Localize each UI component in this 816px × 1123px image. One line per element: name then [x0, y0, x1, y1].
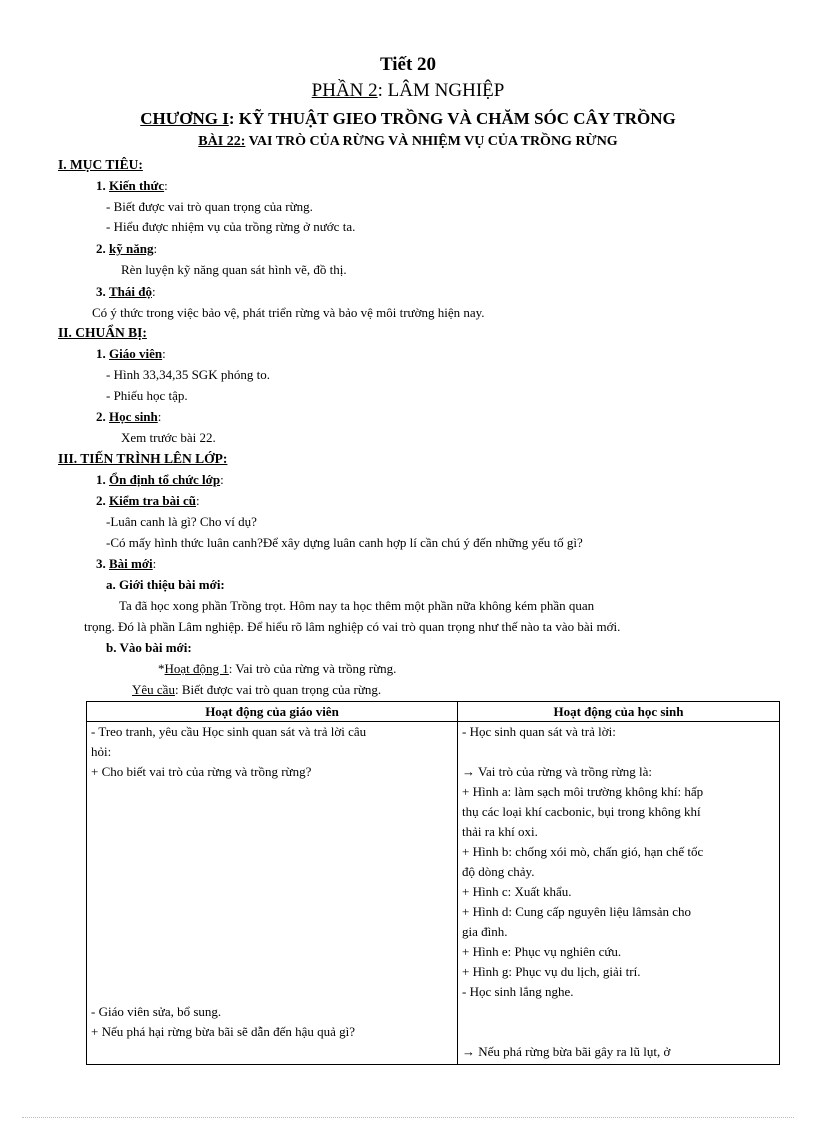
lesson-number: Tiết 20: [379, 54, 437, 75]
section-procedure-title: III. TIẾN TRÌNH LÊN LỚP:: [58, 451, 228, 466]
activity-1-heading: *Hoạt động 1: Vai trò của rừng và trồng rừng.: [158, 661, 397, 676]
prep-student-heading: 2. Học sinh:: [96, 409, 162, 424]
section-objectives-title: I. MỤC TIÊU:: [58, 157, 143, 172]
intro-line-1: Ta đã học xong phần Trồng trọt. Hôm nay ta học thêm một phần nữa không kém phần quan: [119, 598, 595, 613]
requirement-line: Yêu cầu: Biết được vai trò quan trọng của rừng.: [132, 682, 382, 697]
part-heading: [0, 80, 816, 102]
student-line: thụ các loại khí cacbonic, bụi trong không khí: [462, 804, 701, 819]
objective-knowledge-heading: 1. Kiến thức:: [96, 178, 168, 193]
table-row: [87, 722, 780, 1065]
student-activity-cell: [458, 722, 780, 1065]
student-line: thải ra khí oxi.: [462, 824, 538, 839]
prep-student-line-1: Xem trước bài 22.: [121, 430, 216, 445]
student-line: + Hình g: Phục vụ du lịch, giải trí.: [462, 964, 641, 979]
student-label: Học sinh: [109, 409, 158, 424]
student-line: → Nếu phá rừng bừa bãi gây ra lũ lụt, ở: [462, 1044, 671, 1059]
teacher-line: hỏi:: [91, 744, 112, 759]
lesson-label: BÀI 22:: [198, 134, 246, 149]
intro-heading: a. Giới thiệu bài mới:: [106, 577, 225, 592]
teacher-column-header: Hoạt động của giáo viên: [87, 702, 458, 722]
requirement-label: Yêu cầu: [132, 682, 175, 697]
student-line-blank: [462, 1022, 775, 1042]
student-line: → Vai trò của rừng và trồng rừng là:: [462, 764, 653, 779]
step-new-lesson-heading: 3. Bài mới:: [96, 556, 157, 571]
lesson-title: VAI TRÒ CỦA RỪNG VÀ NHIỆM VỤ CỦA TRỒNG RỪNG: [245, 134, 618, 149]
chapter-heading: [0, 109, 816, 129]
part-title: : LÂM NGHIỆP: [377, 80, 505, 101]
attitude-line-1: Có ý thức trong việc bảo vệ, phát triển rừng và bảo vệ môi trường hiện nay.: [92, 305, 485, 320]
objective-skill-heading: 2. kỹ năng:: [96, 241, 158, 256]
section-preparation-title: II. CHUẨN BỊ:: [58, 325, 147, 340]
activity-1-label: Hoạt động 1: [164, 661, 229, 676]
intro-line-2: trọng. Đó là phần Lâm nghiệp. Để hiểu rõ lâm nghiệp có vai trò quan trọng như thế nào ta vào bài mới.: [84, 619, 621, 634]
teacher-line: + Nếu phá hại rừng bừa bãi sẽ dẫn đến hậu quả gì?: [91, 1024, 356, 1039]
lesson-heading: [0, 133, 816, 150]
step-class-order: 1. Ổn định tổ chức lớp:: [96, 472, 224, 487]
review-question-2: -Có mấy hình thức luân canh?Để xây dựng luân canh hợp lí cần chú ý đến những yếu tố gì?: [106, 535, 583, 550]
teacher-activity-cell: [87, 722, 458, 1065]
skill-label: kỹ năng: [109, 241, 154, 256]
student-line: - Học sinh lắng nghe.: [462, 984, 574, 999]
prep-teacher-line-2: - Phiếu học tập.: [106, 388, 188, 403]
student-line-blank: [462, 742, 775, 762]
enter-lesson-heading: b. Vào bài mới:: [106, 640, 192, 655]
student-line: độ dòng chảy.: [462, 864, 535, 879]
teacher-line: + Cho biết vai trò của rừng và trồng rừng?: [91, 764, 312, 779]
student-line: + Hình b: chống xói mò, chấn gió, hạn chế tốc: [462, 844, 704, 859]
chapter-label: CHƯƠNG I: [140, 109, 229, 128]
table-header-row: [87, 702, 780, 722]
activity-table: [86, 701, 780, 1065]
student-column-header: Hoạt động của học sinh: [458, 702, 780, 722]
objective-attitude-heading: 3. Thái độ:: [96, 284, 156, 299]
prep-teacher-heading: 1. Giáo viên:: [96, 346, 166, 361]
part-label: PHẦN 2: [311, 80, 378, 101]
teacher-line: - Giáo viên sửa, bổ sung.: [91, 1004, 222, 1019]
knowledge-label: Kiến thức: [109, 178, 165, 193]
prep-teacher-line-1: - Hình 33,34,35 SGK phóng to.: [106, 367, 270, 382]
step-review-heading: 2. Kiểm tra bài cũ:: [96, 493, 200, 508]
new-lesson-label: Bài mới: [109, 556, 153, 571]
student-line: + Hình e: Phục vụ nghiên cứu.: [462, 944, 622, 959]
student-line: + Hình a: làm sạch môi trường không khí: hấp: [462, 784, 704, 799]
teacher-cell-spacer: [91, 782, 453, 1002]
knowledge-line-2: - Hiểu được nhiệm vụ của trồng rừng ở nước ta.: [106, 219, 356, 234]
teacher-label: Giáo viên: [109, 346, 163, 361]
knowledge-line-1: - Biết được vai trò quan trọng của rừng.: [106, 199, 313, 214]
review-question-1: -Luân canh là gì? Cho ví dụ?: [106, 514, 257, 529]
chapter-title: : KỸ THUẬT GIEO TRỒNG VÀ CHĂM SÓC CÂY TRỒNG: [228, 109, 676, 128]
review-label: Kiểm tra bài cũ: [109, 493, 197, 508]
student-line: + Hình c: Xuất khẩu.: [462, 884, 572, 899]
teacher-line: - Treo tranh, yêu cầu Học sinh quan sát và trả lời câu: [91, 724, 367, 739]
attitude-label: Thái độ: [109, 284, 152, 299]
page-bottom-divider: [22, 1117, 794, 1118]
skill-line-1: Rèn luyện kỹ năng quan sát hình vẽ, đồ thị.: [121, 262, 347, 277]
student-line: gia đình.: [462, 924, 508, 939]
student-line: + Hình d: Cung cấp nguyên liệu lâmsản cho: [462, 904, 692, 919]
student-line-blank: [462, 1002, 775, 1022]
student-line: - Học sinh quan sát và trả lời:: [462, 724, 616, 739]
class-order-label: Ổn định tổ chức lớp: [109, 472, 221, 487]
